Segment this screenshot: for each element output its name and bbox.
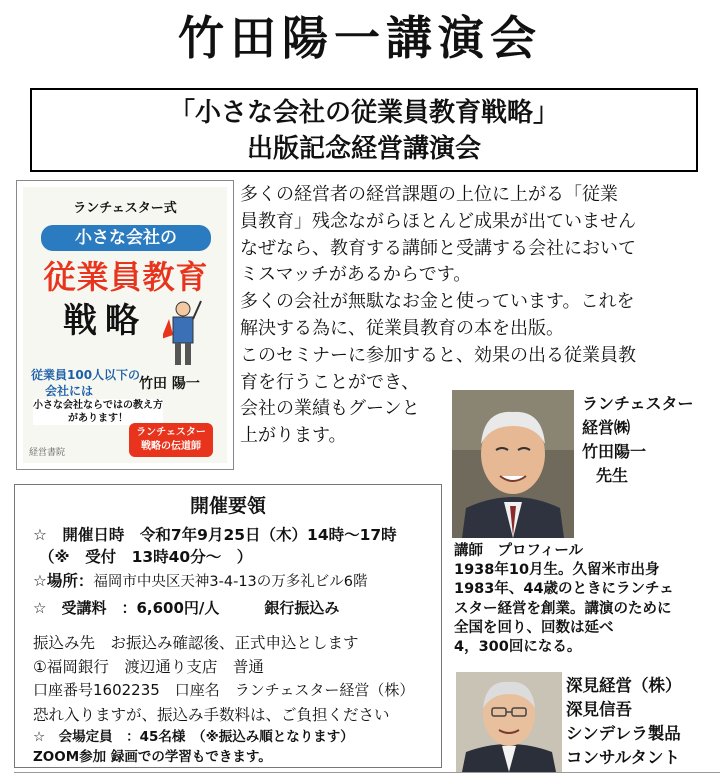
speaker-2-role-line-1: シンデレラ製品 [566, 724, 681, 743]
book-note-1-line-2: 会社には [45, 384, 94, 398]
speaker-1-company-line-2: 経営㈱ [582, 418, 631, 437]
capacity: ☆ 会場定員 ：45名様 （※振込み順となります） [33, 729, 354, 745]
intro-line: 上がります。 [240, 425, 347, 447]
subtitle-box [30, 88, 698, 172]
profile-line: 1938年10月生。久留米市出身 [454, 562, 660, 579]
profile-line: 全国を回り、回数は延べ [454, 619, 614, 636]
book-main-title: 従業員教育 [43, 258, 209, 296]
speaker-1-card [448, 386, 720, 546]
intro-line: 多くの経営者の経営課題の上位に上がる「従業 [240, 184, 618, 205]
book-note-2: 小さな会社ならではの教え方があります！ [33, 400, 163, 424]
bottom-divider [14, 772, 720, 773]
profile-line: スター経営を創業。講演のために [454, 600, 672, 617]
speaker-2-photo [456, 672, 562, 772]
profile-heading: 講師 プロフィール [454, 543, 584, 559]
book-cover [23, 187, 227, 463]
speaker-2-info [566, 674, 682, 770]
book-note-1-line-1: 従業員100人以下の [31, 368, 141, 382]
profile-line: 4，300回になる。 [454, 639, 582, 656]
reception-time: （※ 受付 13時40分～ ） [39, 548, 253, 566]
speaker-2-role-line-2: コンサルタント [566, 748, 681, 767]
book-author: 竹田 陽一 [139, 376, 200, 392]
book-badge-line-1: ランチェスター [136, 427, 206, 438]
event-details-box [14, 484, 442, 768]
book-figure-illustration [163, 299, 203, 369]
intro-line: 多くの会社が無駄なお金と使っています。これを [240, 291, 635, 313]
speaker-profile [454, 542, 720, 657]
book-badge [129, 423, 213, 457]
speaker-1-name: 竹田陽一 [582, 442, 647, 461]
book-ribbon: 小さな会社の [41, 225, 211, 251]
zoom-note: ZOOM参加 録画での学習もできます。 [33, 749, 272, 765]
intro-line: なぜなら、教育する講師と受講する会社において [240, 237, 636, 259]
book-strategy-title: 戦略 [63, 301, 147, 341]
fee: ☆ 受講料 ：6,600円/人 銀行振込み [33, 599, 340, 617]
details-heading: 開催要領 [189, 495, 266, 517]
venue [33, 569, 368, 591]
book-badge-line-2: 戦略の伝道師 [141, 441, 201, 452]
profile-line: 1983年、44歳のときにランチェ [454, 581, 674, 598]
bank-info: ①福岡銀行 渡辺通り支店 普通 [33, 658, 264, 676]
speaker-1-photo [452, 390, 574, 538]
subtitle-line-1: 「小さな会社の従業員教育戦略」 [168, 98, 559, 128]
book-note-1 [31, 367, 140, 399]
subtitle-line-2: 出版記念経営講演会 [246, 134, 481, 164]
speaker-2-company: 深見経営（株） [566, 676, 682, 695]
account-info: 口座番号1602235 口座名 ランチェスター経営（株） [33, 681, 415, 699]
speaker-1-honorific: 先生 [596, 466, 629, 485]
venue-label: ☆場所： [33, 572, 94, 590]
intro-line: 解決する為に、従業員教育の本を出版。 [240, 317, 564, 339]
book-series: ランチェスター式 [73, 201, 177, 216]
speaker-1-company-line-1: ランチェスター [582, 394, 694, 413]
speaker-1-info [582, 392, 694, 488]
fee-note: 恐れ入りますが、振込み手数料は、ご負担ください [33, 706, 390, 724]
intro-line: このセミナーに参加すると、効果の出る従業員教 [240, 344, 636, 366]
intro-line: 会社の業績もグーンと [240, 398, 420, 420]
book-publisher: 経営書院 [29, 448, 66, 458]
intro-line: ミスマッチがあるからです。 [240, 264, 472, 286]
event-datetime: ☆ 開催日時 令和7年9月25日（木）14時～17時 [33, 526, 397, 544]
page-title: 竹田陽一講演会 [178, 11, 542, 65]
venue-value: 福岡市中央区天神3-4-13の万多礼ビル6階 [93, 574, 368, 590]
speaker-2-name: 深見信吾 [566, 700, 632, 719]
intro-line: 育を行うことができ、 [240, 371, 420, 393]
intro-line: 員教育」残念ながらほとんど成果が出ていません [240, 210, 636, 232]
book-cover-frame [16, 180, 234, 470]
transfer-instructions: 振込み先 お振込み確認後、正式申込とします [33, 634, 359, 652]
